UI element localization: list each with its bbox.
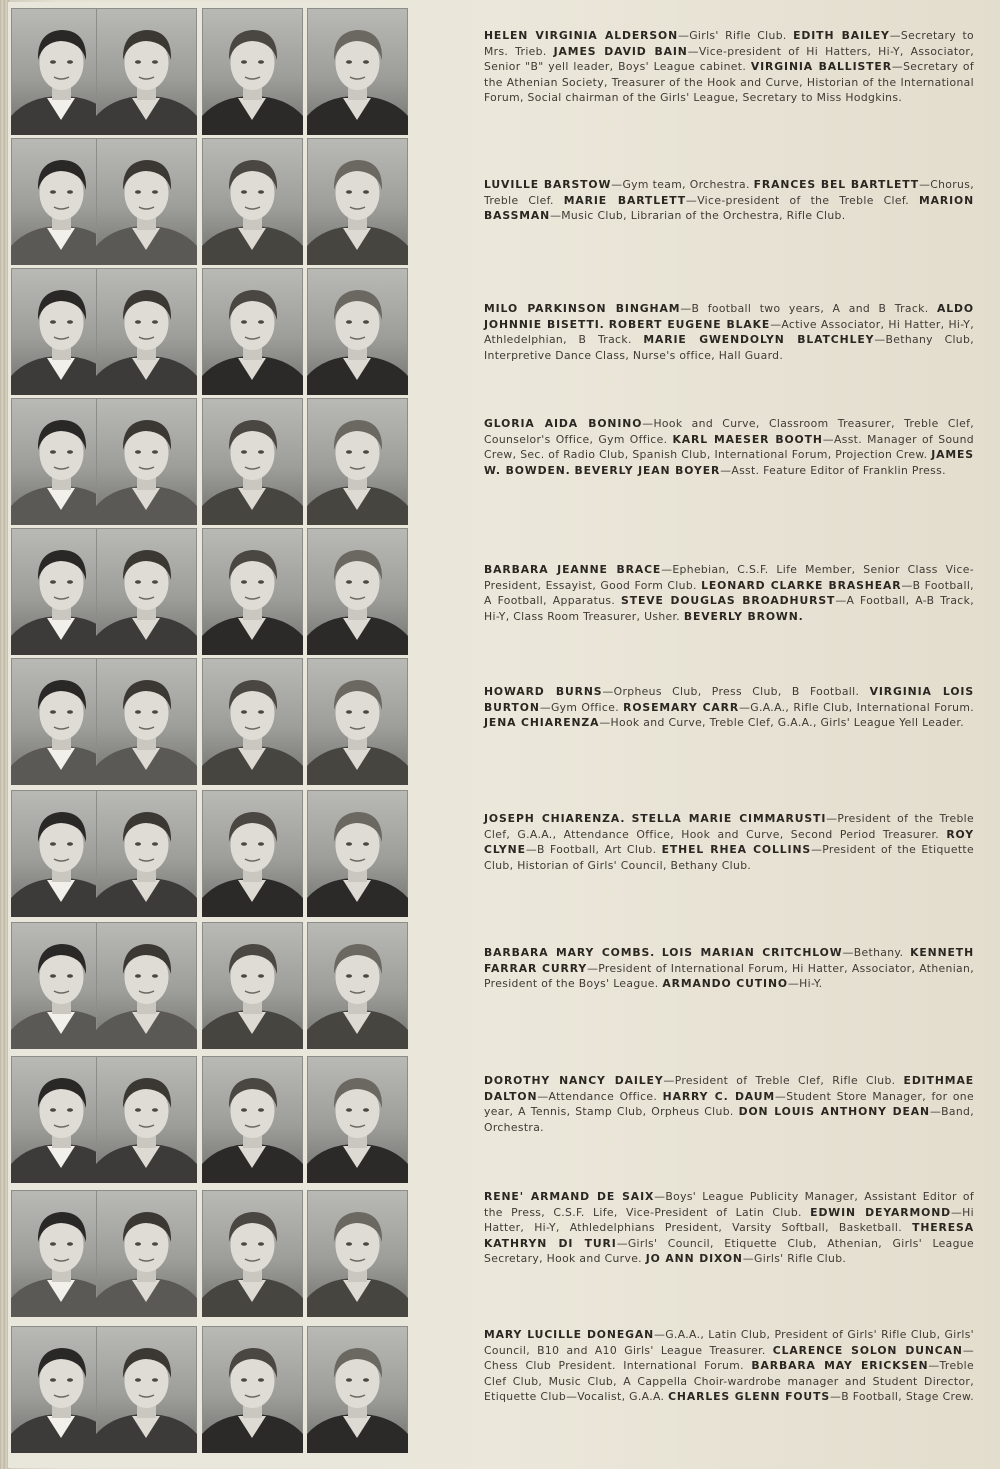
- student-name: MARY LUCILLE DONEGAN: [484, 1328, 655, 1341]
- student-activities: President of International Forum, Hi Hatter, Associator, Athenian, President of the Boys' League.: [484, 961, 974, 991]
- student-entry: [484, 1074, 895, 1087]
- portrait-photo: [96, 138, 197, 265]
- dash-separator: —: [587, 961, 599, 975]
- student-activities: Boys' League Publicity Manager, Assistant Editor of the Press, C.S.F. Life, Vice-President of Latin Club.: [484, 1190, 975, 1219]
- dash-separator: —: [654, 1190, 666, 1203]
- student-entry: [684, 610, 804, 623]
- bio-paragraph: [484, 28, 974, 106]
- portrait-row: [8, 266, 412, 397]
- student-name: VIRGINIA LOIS BURTON: [484, 685, 974, 714]
- student-activities: Secretary of the Athenian Society, Treasurer of the Hook and Curve, Historian of the International Forum, Social chairman of the Girls' League, Secretary to Miss Hodgkins.: [484, 60, 974, 105]
- dash-separator: —: [842, 946, 854, 959]
- student-name: LEONARD CLARKE BRASHEAR: [701, 578, 902, 592]
- portrait-photo: [307, 790, 408, 917]
- dash-separator: —: [770, 317, 782, 331]
- dash-separator: —: [661, 563, 673, 576]
- student-name: DON LOUIS ANTHONY DEAN: [738, 1105, 930, 1119]
- dash-separator: —: [654, 1328, 666, 1341]
- student-name: BARBARA MARY COMBS.: [484, 946, 656, 959]
- student-activities: B Football, Art Club.: [537, 843, 657, 857]
- student-name: MARIE GWENDOLYN BLATCHLEY: [643, 333, 875, 347]
- student-activities: Student Store Manager, for one year, A Tennis, Stamp Club, Orpheus Club.: [484, 1089, 974, 1119]
- portrait-photo: [307, 922, 408, 1049]
- dash-separator: —: [928, 1359, 940, 1373]
- dash-separator: —: [720, 463, 732, 477]
- portrait-photo: [307, 1190, 408, 1317]
- student-entry: [484, 302, 929, 315]
- portrait-photo: [202, 1190, 303, 1317]
- student-name: LUVILLE BARSTOW: [484, 178, 612, 191]
- portrait-row: [8, 788, 412, 919]
- dash-separator: —: [525, 843, 538, 857]
- student-activities: A Football, A-B Track, Hi-Y, Class Room Treasurer, Usher.: [484, 594, 974, 623]
- student-name: THERESA KATHRYN DI TURI: [484, 1221, 974, 1250]
- student-activities: B Football, Stage Crew.: [841, 1390, 974, 1404]
- student-name: HARRY C. DAUM: [662, 1089, 776, 1103]
- student-name: LOIS MARIAN CRITCHLOW: [661, 946, 843, 959]
- bio-paragraph: [484, 684, 974, 731]
- portrait-photo: [202, 790, 303, 917]
- student-entry: [484, 29, 787, 42]
- student-activities: Treble Clef Club, Music Club, A Cappella Choir-wardrobe manager and Student Director, Etiquette Club—Vocalist, G.A.A.: [484, 1359, 974, 1404]
- student-name: STEVE DOUGLAS BROADHURST: [621, 594, 836, 608]
- student-name: ROSEMARY CARR: [623, 700, 740, 714]
- portrait-photo: [307, 138, 408, 265]
- dash-separator: —: [537, 1089, 549, 1103]
- portrait-photo: [96, 528, 197, 655]
- student-activities: Bethany Club, Interpretive Dance Class, Nurse's office, Hall Guard.: [484, 333, 974, 362]
- portrait-photo: [202, 268, 303, 395]
- portrait-photo: [307, 398, 408, 525]
- student-activities: President of the Etiquette Club, Historian of Girls' Council, Bethany Club.: [484, 843, 974, 872]
- dash-separator: —: [830, 1390, 842, 1404]
- dash-separator: —: [599, 716, 611, 730]
- dash-separator: —: [889, 29, 901, 42]
- dash-separator: —: [602, 685, 614, 698]
- student-name: HOWARD BURNS: [484, 685, 603, 698]
- student-entry: [646, 1252, 846, 1265]
- student-name: FRANCES BEL BARTLETT: [753, 178, 920, 191]
- student-name: MILO PARKINSON BINGHAM: [484, 302, 681, 315]
- student-activities: Asst. Feature Editor of Franklin Press.: [731, 463, 946, 477]
- bio-paragraph: [484, 177, 974, 224]
- student-name: DOROTHY NANCY DAILEY: [484, 1074, 664, 1087]
- student-activities: Orpheus Club, Press Club, B Football.: [613, 685, 860, 698]
- dash-separator: —: [951, 1205, 963, 1219]
- student-activities: Girls' Rifle Club.: [754, 1252, 847, 1266]
- portrait-row: [8, 1188, 412, 1319]
- dash-separator: —: [678, 29, 690, 42]
- student-entry: [668, 1390, 974, 1403]
- bio-paragraph: [484, 811, 974, 873]
- student-name: BARBARA MAY ERICKSEN: [751, 1359, 929, 1373]
- portrait-row: [8, 6, 412, 137]
- dash-separator: —: [929, 1105, 942, 1119]
- student-activities: Gym Office.: [550, 700, 619, 714]
- student-entry: [484, 812, 625, 825]
- student-name: CHARLES GLENN FOUTS: [668, 1390, 831, 1404]
- student-entry: [484, 946, 655, 959]
- student-name: EDITH BAILEY: [793, 29, 890, 42]
- portrait-row: [8, 920, 412, 1051]
- student-name: CLARENCE SOLON DUNCAN: [772, 1343, 963, 1357]
- portrait-photo: [307, 8, 408, 135]
- student-activities: Girls' Rifle Club.: [689, 29, 787, 42]
- bio-paragraph: [484, 1189, 974, 1267]
- bio-paragraph: [484, 1073, 974, 1135]
- student-activities: President of Treble Clef, Rifle Club.: [674, 1074, 896, 1087]
- dash-separator: —: [919, 178, 931, 191]
- portrait-row: [8, 1054, 412, 1185]
- student-name: GLORIA AIDA BONINO: [484, 417, 643, 430]
- student-name: JAMES DAVID BAIN: [553, 44, 688, 58]
- portrait-photo: [96, 268, 197, 395]
- student-name: ARMANDO CUTINO: [662, 977, 788, 991]
- portrait-photo: [307, 1056, 408, 1183]
- dash-separator: —: [739, 700, 751, 714]
- portrait-photo: [307, 1326, 408, 1453]
- portrait-row: [8, 656, 412, 787]
- student-activities: Music Club, Librarian of the Orchestra, Rifle Club.: [561, 209, 846, 223]
- dash-separator: —: [787, 977, 800, 991]
- portrait-photo: [202, 398, 303, 525]
- portrait-photo: [307, 268, 408, 395]
- student-activities: Vice-president of Hi Hatters, Hi-Y, Associator, Senior "B" yell leader, Boys' League cabinet.: [484, 44, 975, 74]
- student-activities: Bethany.: [853, 946, 904, 959]
- student-name: KENNETH FARRAR CURRY: [484, 946, 974, 975]
- student-activities: G.A.A., Rifle Club, International Forum.: [750, 700, 975, 714]
- student-name: HELEN VIRGINIA ALDERSON: [484, 29, 679, 42]
- dash-separator: —: [775, 1089, 787, 1103]
- portrait-row: [8, 526, 412, 657]
- portrait-photo: [96, 398, 197, 525]
- portrait-photo: [307, 658, 408, 785]
- student-activities: Hi Hatter, Hi-Y, Athledelphians President, Varsity Softball, Basketball.: [484, 1205, 974, 1235]
- student-activities: Girls' Council, Etiquette Club, Athenian, Girls' League Secretary, Hook and Curve.: [484, 1236, 974, 1266]
- student-name: STELLA MARIE CIMMARUSTI: [631, 812, 827, 825]
- portrait-photo: [202, 528, 303, 655]
- portrait-photo: [307, 528, 408, 655]
- student-activities: Chess Club President. International Forum.: [484, 1359, 744, 1373]
- dash-separator: —: [550, 209, 562, 223]
- student-activities: President of the Treble Clef, G.A.A., Attendance Office, Hook and Curve, Second Period Treasurer.: [484, 812, 974, 841]
- student-name: BEVERLY BROWN.: [683, 609, 804, 623]
- student-entry: [574, 464, 945, 477]
- portrait-photo: [202, 658, 303, 785]
- dash-separator: —: [874, 333, 886, 347]
- student-activities: Hi-Y.: [799, 977, 823, 991]
- dash-separator: —: [835, 594, 847, 608]
- portrait-photo: [202, 138, 303, 265]
- student-activities: Asst. Manager of Sound Crew, Sec. of Radio Club, Spanish Club, International Forum, Projection Crew.: [484, 432, 974, 462]
- student-activities: Attendance Office.: [548, 1089, 658, 1103]
- dash-separator: —: [962, 1343, 974, 1357]
- dash-separator: —: [891, 60, 904, 74]
- dash-separator: —: [826, 812, 838, 825]
- portrait-photo: [96, 1056, 197, 1183]
- student-name: ETHEL RHEA COLLINS: [661, 843, 812, 857]
- student-name: RENE' ARMAND DE SAIX: [484, 1190, 655, 1203]
- bio-paragraph: [484, 301, 974, 363]
- dash-separator: —: [687, 44, 699, 58]
- student-activities: Hook and Curve, Classroom Treasurer, Treble Clef, Counselor's Office, Gym Office.: [484, 417, 975, 446]
- portrait-grid: [8, 2, 412, 1468]
- student-activities: Active Associator, Hi Hatter, Hi-Y, Athledelphian, B Track.: [484, 317, 974, 347]
- dash-separator: —: [686, 193, 698, 207]
- portrait-photo: [202, 8, 303, 135]
- dash-separator: —: [822, 432, 834, 446]
- portrait-photo: [96, 922, 197, 1049]
- bio-paragraph: [484, 416, 974, 478]
- portrait-photo: [96, 790, 197, 917]
- student-name: JOSEPH CHIARENZA.: [484, 812, 626, 825]
- bio-paragraph: [484, 562, 974, 624]
- dash-separator: —: [680, 302, 692, 315]
- student-entry: [662, 946, 904, 959]
- dash-separator: —: [611, 178, 623, 191]
- portrait-row: [8, 136, 412, 267]
- student-activities: Hook and Curve, Treble Clef, G.A.A., Girls' League Yell Leader.: [610, 716, 964, 730]
- student-name: KARL MAESER BOOTH: [672, 432, 823, 446]
- student-activities: Chorus, Treble Clef.: [484, 178, 974, 207]
- student-name: JO ANN DIXON: [645, 1252, 743, 1266]
- student-activities: Ephebian, C.S.F. Life Member, Senior Class Vice-President, Essayist, Good Form Club.: [484, 563, 974, 592]
- student-activities: Secretary to Mrs. Trieb.: [484, 29, 974, 58]
- student-entry: [484, 178, 750, 191]
- student-entry: [484, 685, 859, 698]
- dash-separator: —: [539, 700, 551, 714]
- biography-column: [484, 0, 978, 1469]
- student-name: EDWIN DEYARMOND: [810, 1205, 951, 1219]
- student-entry: [484, 716, 964, 729]
- student-name: VIRGINIA BALLISTER: [750, 60, 892, 74]
- portrait-photo: [202, 922, 303, 1049]
- student-name: BEVERLY JEAN BOYER: [574, 463, 721, 477]
- student-entry: [623, 701, 974, 714]
- student-name: MARION BASSMAN: [484, 193, 974, 223]
- student-activities: G.A.A., Latin Club, President of Girls' Rifle Club, Girls' Council, B10 and A10 Girls' League Treasurer.: [484, 1328, 975, 1357]
- bio-paragraph: [484, 945, 974, 992]
- portrait-row: [8, 1324, 412, 1455]
- dash-separator: —: [642, 417, 654, 430]
- portrait-photo: [96, 1326, 197, 1453]
- student-activities: B football two years, A and B Track.: [691, 302, 929, 315]
- student-entry: [662, 977, 822, 990]
- student-name: ROBERT EUGENE BLAKE: [608, 317, 771, 331]
- student-activities: B Football, A Football, Apparatus.: [484, 578, 974, 608]
- student-name: JENA CHIARENZA: [484, 716, 600, 730]
- portrait-photo: [202, 1326, 303, 1453]
- portrait-photo: [202, 1056, 303, 1183]
- student-name: BARBARA JEANNE BRACE: [484, 563, 662, 576]
- portrait-photo: [96, 8, 197, 135]
- student-name: ALDO JOHNNIE BISETTI.: [484, 302, 974, 331]
- dash-separator: —: [663, 1074, 675, 1087]
- dash-separator: —: [616, 1236, 628, 1250]
- dash-separator: —: [811, 843, 823, 857]
- dash-separator: —: [901, 578, 913, 592]
- student-activities: Band, Orchestra.: [484, 1105, 974, 1134]
- portrait-photo: [96, 1190, 197, 1317]
- bio-paragraph: [484, 1327, 974, 1405]
- student-name: EDITHMAE DALTON: [484, 1074, 974, 1103]
- portrait-photo: [96, 658, 197, 785]
- portrait-row: [8, 396, 412, 527]
- student-name: JAMES W. BOWDEN.: [484, 448, 974, 477]
- student-activities: Gym team, Orchestra.: [622, 178, 750, 191]
- student-activities: Vice-president of the Treble Clef.: [697, 193, 910, 207]
- dash-separator: —: [742, 1252, 754, 1266]
- student-name: MARIE BARTLETT: [563, 193, 687, 207]
- student-name: ROY CLYNE: [484, 827, 974, 857]
- student-entry: [564, 194, 909, 207]
